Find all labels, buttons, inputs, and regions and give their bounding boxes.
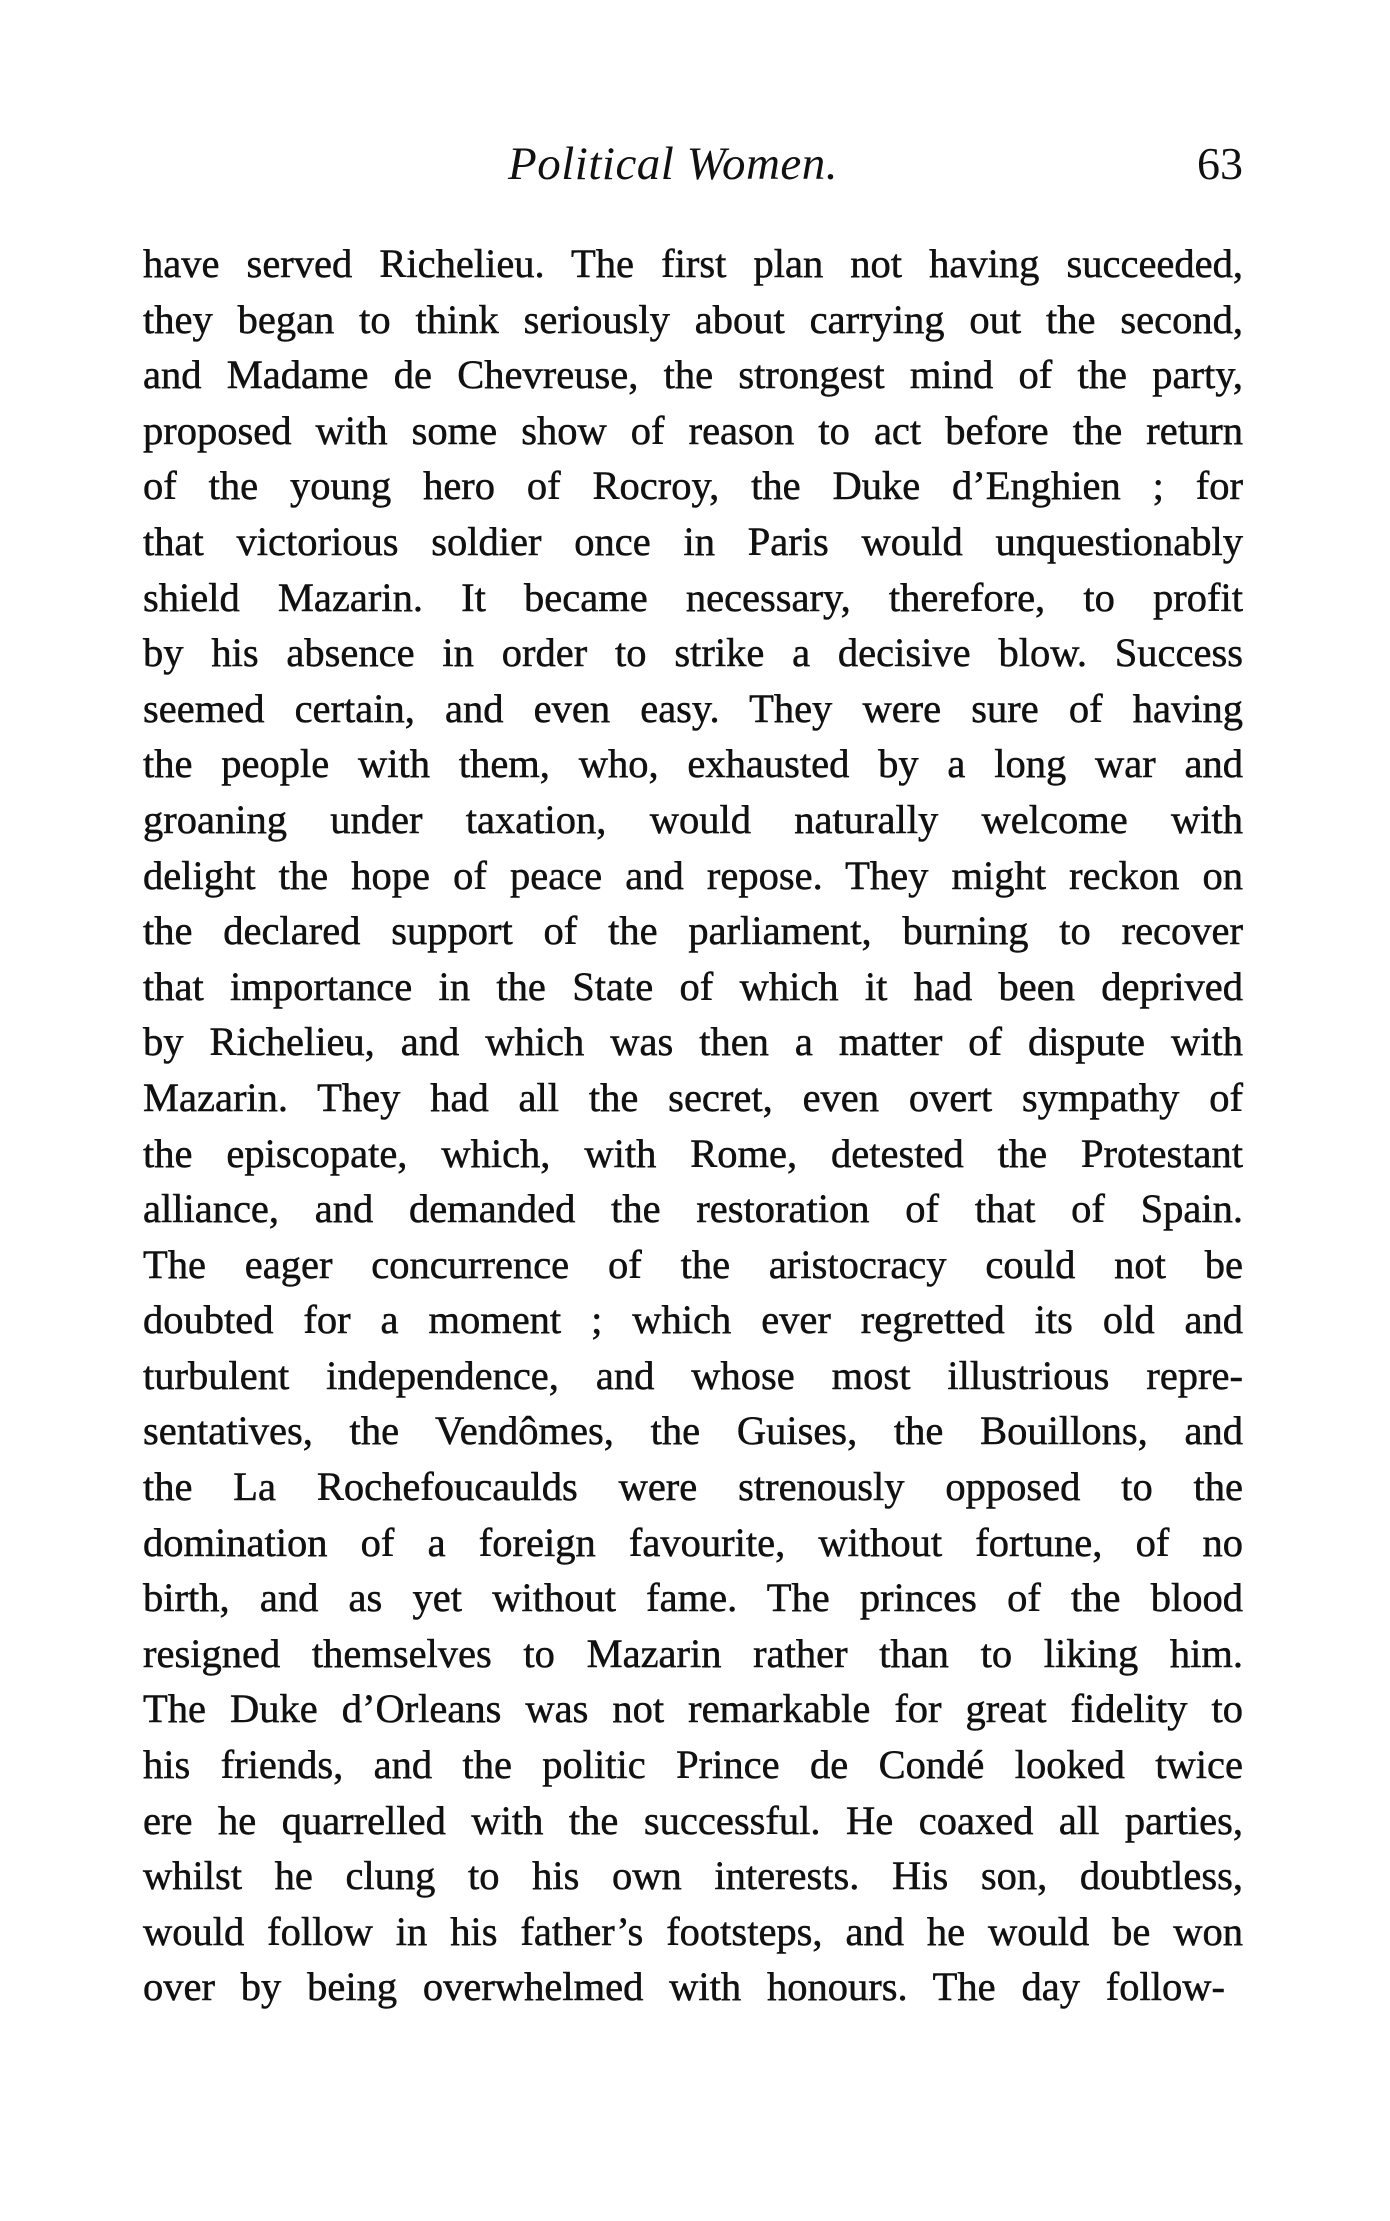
text-line: his friends, and the politic Prince de Condé looked twice [143,1742,1243,1788]
running-title: Political Women. [508,138,839,190]
text-line: they began to think seriously about carrying out the second, [143,296,1243,342]
text-line: the declared support of the parliament, burning to recover [143,908,1243,954]
text-line: domination of a foreign favourite, without fortune, of no [143,1519,1243,1565]
text-line: The Duke d’Orleans was not remarkable for great fidelity to [143,1686,1243,1732]
text-line: The eager concurrence of the aristocracy could not be [143,1241,1243,1287]
text-line: resigned themselves to Mazarin rather than to liking him. [143,1630,1243,1676]
text-line: over by being overwhelmed with honours. The day follow- [143,1964,1225,2010]
text-line: whilst he clung to his own interests. His son, doubtless, [143,1853,1243,1899]
text-line: delight the hope of peace and repose. They might reckon on [143,852,1243,898]
text-line: that importance in the State of which it had been deprived [143,963,1243,1009]
text-line: turbulent independence, and whose most illustrious repre- [143,1352,1243,1398]
text-line: the La Rochefoucaulds were strenously opposed to the [143,1464,1243,1510]
text-line: the people with them, who, exhausted by a long war and [143,741,1243,787]
body-text [143,236,1243,2015]
text-line: seemed certain, and even easy. They were sure of having [143,685,1243,731]
text-line: sentatives, the Vendômes, the Guises, the Bouillons, and [143,1408,1243,1454]
text-line: of the young hero of Rocroy, the Duke d’Enghien ; for [143,463,1243,509]
text-line: by Richelieu, and which was then a matter of dispute with [143,1019,1243,1065]
text-line: alliance, and demanded the restoration of that of Spain. [143,1186,1243,1232]
text-line: the episcopate, which, with Rome, detested the Protestant [143,1130,1243,1176]
text-line: doubted for a moment ; which ever regretted its old and [143,1297,1243,1343]
text-line: that victorious soldier once in Paris would unquestionably [143,518,1243,564]
text-line: would follow in his father’s footsteps, and he would be won [143,1908,1243,1954]
text-line: shield Mazarin. It became necessary, therefore, to profit [143,574,1243,620]
text-line: groaning under taxation, would naturally welcome with [143,796,1243,842]
text-line: and Madame de Chevreuse, the strongest mind of the party, [143,352,1243,398]
text-line: have served Richelieu. The first plan not having succeeded, [143,241,1243,286]
text-line: ere he quarrelled with the successful. He coaxed all parties, [143,1797,1243,1843]
text-line: Mazarin. They had all the secret, even overt sympathy of [143,1074,1243,1120]
running-head [143,136,1243,192]
text-line: proposed with some show of reason to act before the return [143,407,1243,453]
text-line: birth, and as yet without fame. The princes of the blood [143,1575,1243,1621]
page-number: 63 [1197,138,1243,189]
text-line: by his absence in order to strike a decisive blow. Success [143,630,1243,676]
